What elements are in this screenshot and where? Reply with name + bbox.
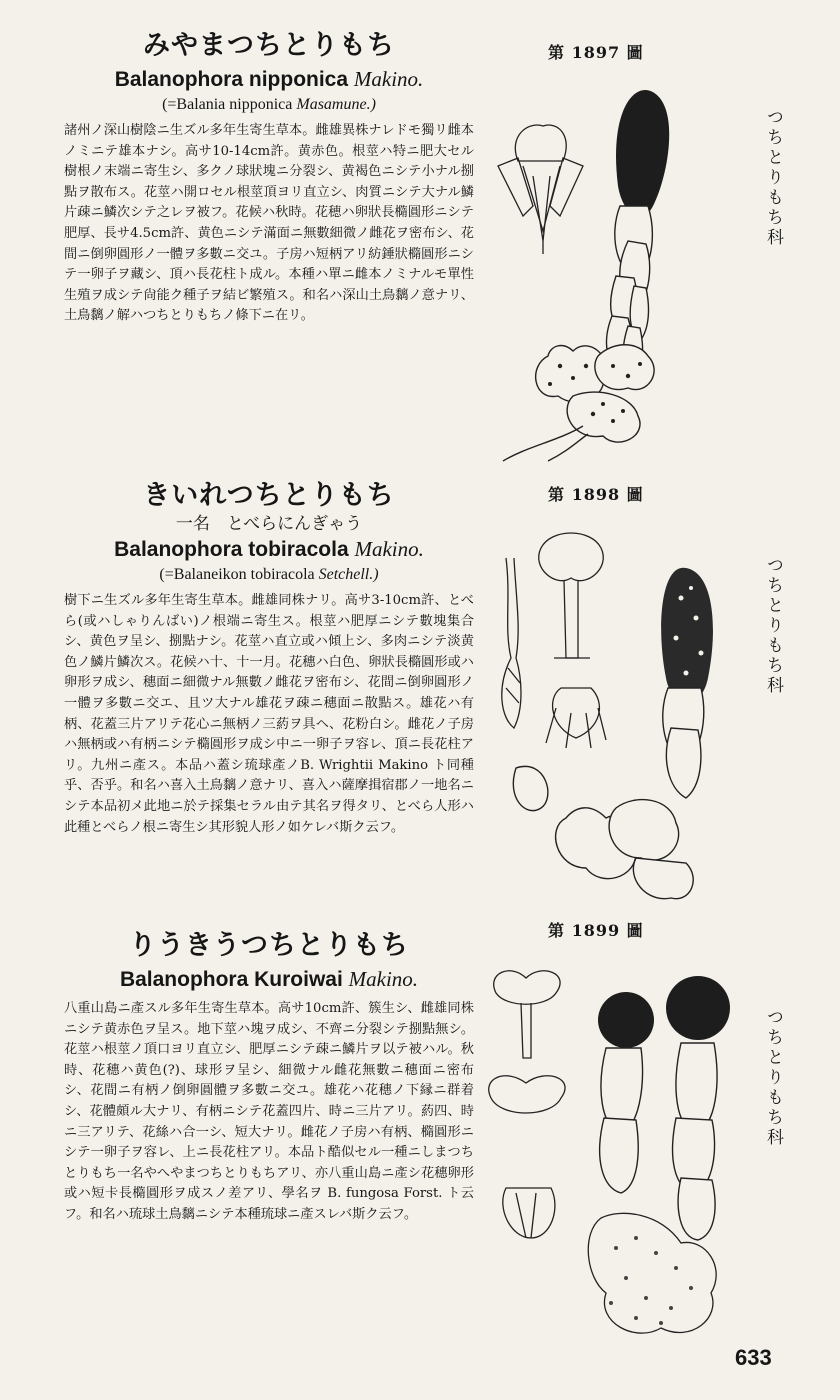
scientific-name-author: Makino. bbox=[354, 537, 424, 561]
synonym-author: Setchell.) bbox=[318, 566, 379, 583]
family-label: つちとりもち科 bbox=[763, 108, 783, 248]
entry-miyama-tsuchitorimochi bbox=[0, 28, 840, 473]
flower-spike-heads bbox=[598, 976, 730, 1048]
synonym-species: (=Balania nipponica bbox=[162, 96, 293, 113]
stalk-scales bbox=[600, 1043, 717, 1240]
synonym-name bbox=[64, 95, 474, 115]
entry-ryukyu-tsuchitorimochi bbox=[0, 921, 840, 1358]
entry-title-ja: みやまつちとりもち bbox=[143, 30, 395, 61]
entry-kiire-tsuchitorimochi bbox=[0, 478, 840, 923]
balanophora-tobiracola-drawing bbox=[486, 508, 758, 918]
flower-spike-head bbox=[661, 568, 713, 703]
male-flower-detail bbox=[539, 533, 604, 658]
synonym-author: Masamune.) bbox=[296, 96, 376, 113]
balanophora-nipponica-drawing bbox=[488, 66, 758, 466]
family-label: つちとりもち科 bbox=[763, 556, 783, 696]
entry-text-column bbox=[64, 928, 474, 1226]
flower-detail-drawing bbox=[498, 125, 583, 254]
scientific-name-species: Balanophora nipponica bbox=[114, 68, 349, 91]
plant-illustration bbox=[488, 66, 758, 466]
stalk-scales bbox=[513, 688, 703, 811]
scientific-name-species: Balanophora Kuroiwai bbox=[119, 968, 343, 991]
entry-description: 諸州ノ深山樹陰ニ生ズル多年生寄生草本。雌雄異株ナレドモ獨リ雌本ノミニテ雄本ナシ。高サ10-14cm許。黄赤色。根莖ハ特ニ肥大セル樹根ノ末端ニ寄生シ、多クノ球狀塊ニ分裂シ、黄褐色ニシテ小ナル捌點ヲ散布ス。花莖ハ開ロセル根莖頂ヨリ直立シ、肉質ニシテ大ナル鱗片疎ニ鱗次シテ之レヲ被フ。花候ハ秋時。花穂ハ卵狀長橢圓形ニシテ肥厚、長サ4.5cm許、黄色ニシテ滿面ニ無數細微ノ雌花ヲ密布シ、花間ニ倒卵圓形ノ一體ヲ多數ニ交ユ。子房ハ短柄アリ紡錘狀橢圓形ニシテ一卵子ヲ藏シ、頂ハ長花柱ト成ル。本種ハ單ニ雌本ノミナルモ單性生殖ヲ成シテ尙能ク種子ヲ結ビ繁殖ス。和名ハ深山土鳥黐ノ意ナリ、土鳥黐ノ解ハつちとりもちノ條下ニ在リ。 bbox=[64, 123, 474, 324]
figure-number: 第 1897 圖 bbox=[548, 43, 644, 62]
scientific-name-author: Makino. bbox=[348, 967, 419, 991]
page-number: 633 bbox=[735, 1345, 772, 1370]
scientific-name bbox=[64, 966, 474, 993]
entry-title-ja: りうきうつちとりもち bbox=[129, 930, 409, 961]
entry-text-column bbox=[64, 28, 474, 327]
entry-description: 八重山島ニ產スル多年生寄生草本。高サ10cm許、簇生シ、雌雄同株ニシテ黄赤色ヲ呈ス。地下莖ハ塊ヲ成シ、不齊ニ分裂シテ捌點無シ。花莖ハ根莖ノ頂口ヨリ直立シ、肥厚ニシテ疎ニ鱗片ヲ以テ被ハル。秋時、花穗ハ黄色(?)、球形ヲ呈シ、細微ナル雌花無數ニ穗面ニ密布シ、花間ニ有柄ノ倒卵圓體ヲ多數ニ交ユ。雄花ハ花穗ノ下縁ニ群着シ、花體頗ル大ナリ、有柄ニシテ花蓋四片、時ニ三片アリ。葯四、時ニ三アリテ、花絲ハ合一シ、短大ナリ。雌花ノ子房ハ有柄、橢圓形ニシテ一卵子ヲ容レ、上ニ長花柱アリ。本品ト酷似セル一種ニしまつちとりもち一名やへやまつちとりもちアリ、亦八重山島ニ產シ花穗卵形或ハ短卡長橢圓形ヲ成スノ差アリ、學名ヲ B. fungosa Forst. ト云フ。和名ハ琉球土鳥黐ニシテ本種琉球ニ產スレバ斯ク云フ。 bbox=[64, 1001, 474, 1222]
root-tubers bbox=[556, 800, 694, 899]
balanophora-kuroiwai-drawing bbox=[476, 948, 760, 1358]
scientific-name-author: Makino. bbox=[353, 67, 424, 91]
plant-illustration bbox=[476, 948, 760, 1358]
synonym-name bbox=[64, 565, 474, 585]
scientific-name-species: Balanophora tobiracola bbox=[114, 538, 349, 561]
scientific-name bbox=[64, 66, 474, 93]
figure-number: 第 1898 圖 bbox=[548, 485, 644, 504]
thin-stalk-detail bbox=[502, 558, 521, 728]
flower-detail-drawing bbox=[489, 971, 565, 1238]
entry-description: 樹下ニ生ズル多年生寄生草本。雌雄同株ナリ。高サ3-10cm許、とべら(或ハしゃりんばい)ノ根端ニ寄生ス。根莖ハ肥厚ニシテ數塊集合シ、黄色ヲ呈シ、捌點ナシ。花莖ハ直立或ハ傾上シ、多肉ニシテ淡黄色ノ鱗片鱗次ス。花候ハ十、十一月。花穗ハ白色、卵狀長橢圓形或ハ卵形ヲ成シ、穗面ニ細微ナル無數ノ雌花ヲ密布シ、花間ニ倒卵圓形ノ一體ヲ多數ニ交エ、且ツ大ナル雄花ヲ疎ニ穗面ニ散點ス。雄花ハ有柄、花蓋三片アリテ花心ニ無柄ノ三葯ヲ具ヘ、花粉白シ。雌花ノ子房ハ無柄或ハ有柄ニシテ橢圓形ヲ成シ中ニ一卵子ヲ容レ、頂ニ長花柱アリ。九州ニ產ス。本品ハ蓋シ琉球產ノB. Wrightii Makino ト同種乎、否乎。和名ハ喜入土鳥黐ノ意ナリ、喜入ハ薩摩揖宿郡ノ一地名ニシテ本品初メ此地ニ於テ採集セラル由テ其名ヲ得タリ、とべら人形ハ此種とべらノ根ニ寄生シ其形貌人形ノ如ケレバ斯ク云フ。 bbox=[64, 593, 474, 835]
figure-number: 第 1899 圖 bbox=[548, 921, 644, 940]
alternate-name: 一名 とべらにんぎゃう bbox=[175, 514, 363, 534]
synonym-species: (=Balaneikon tobiracola bbox=[159, 566, 315, 583]
flower-cluster-detail bbox=[546, 688, 606, 748]
entry-text-column bbox=[64, 478, 474, 838]
family-label: つちとりもち科 bbox=[763, 1008, 783, 1148]
flower-spike-head bbox=[616, 90, 669, 216]
plant-illustration bbox=[486, 508, 758, 918]
scientific-name bbox=[64, 536, 474, 563]
entry-title-ja: きいれつちとりもち bbox=[143, 480, 395, 511]
root-tubers bbox=[503, 345, 654, 461]
